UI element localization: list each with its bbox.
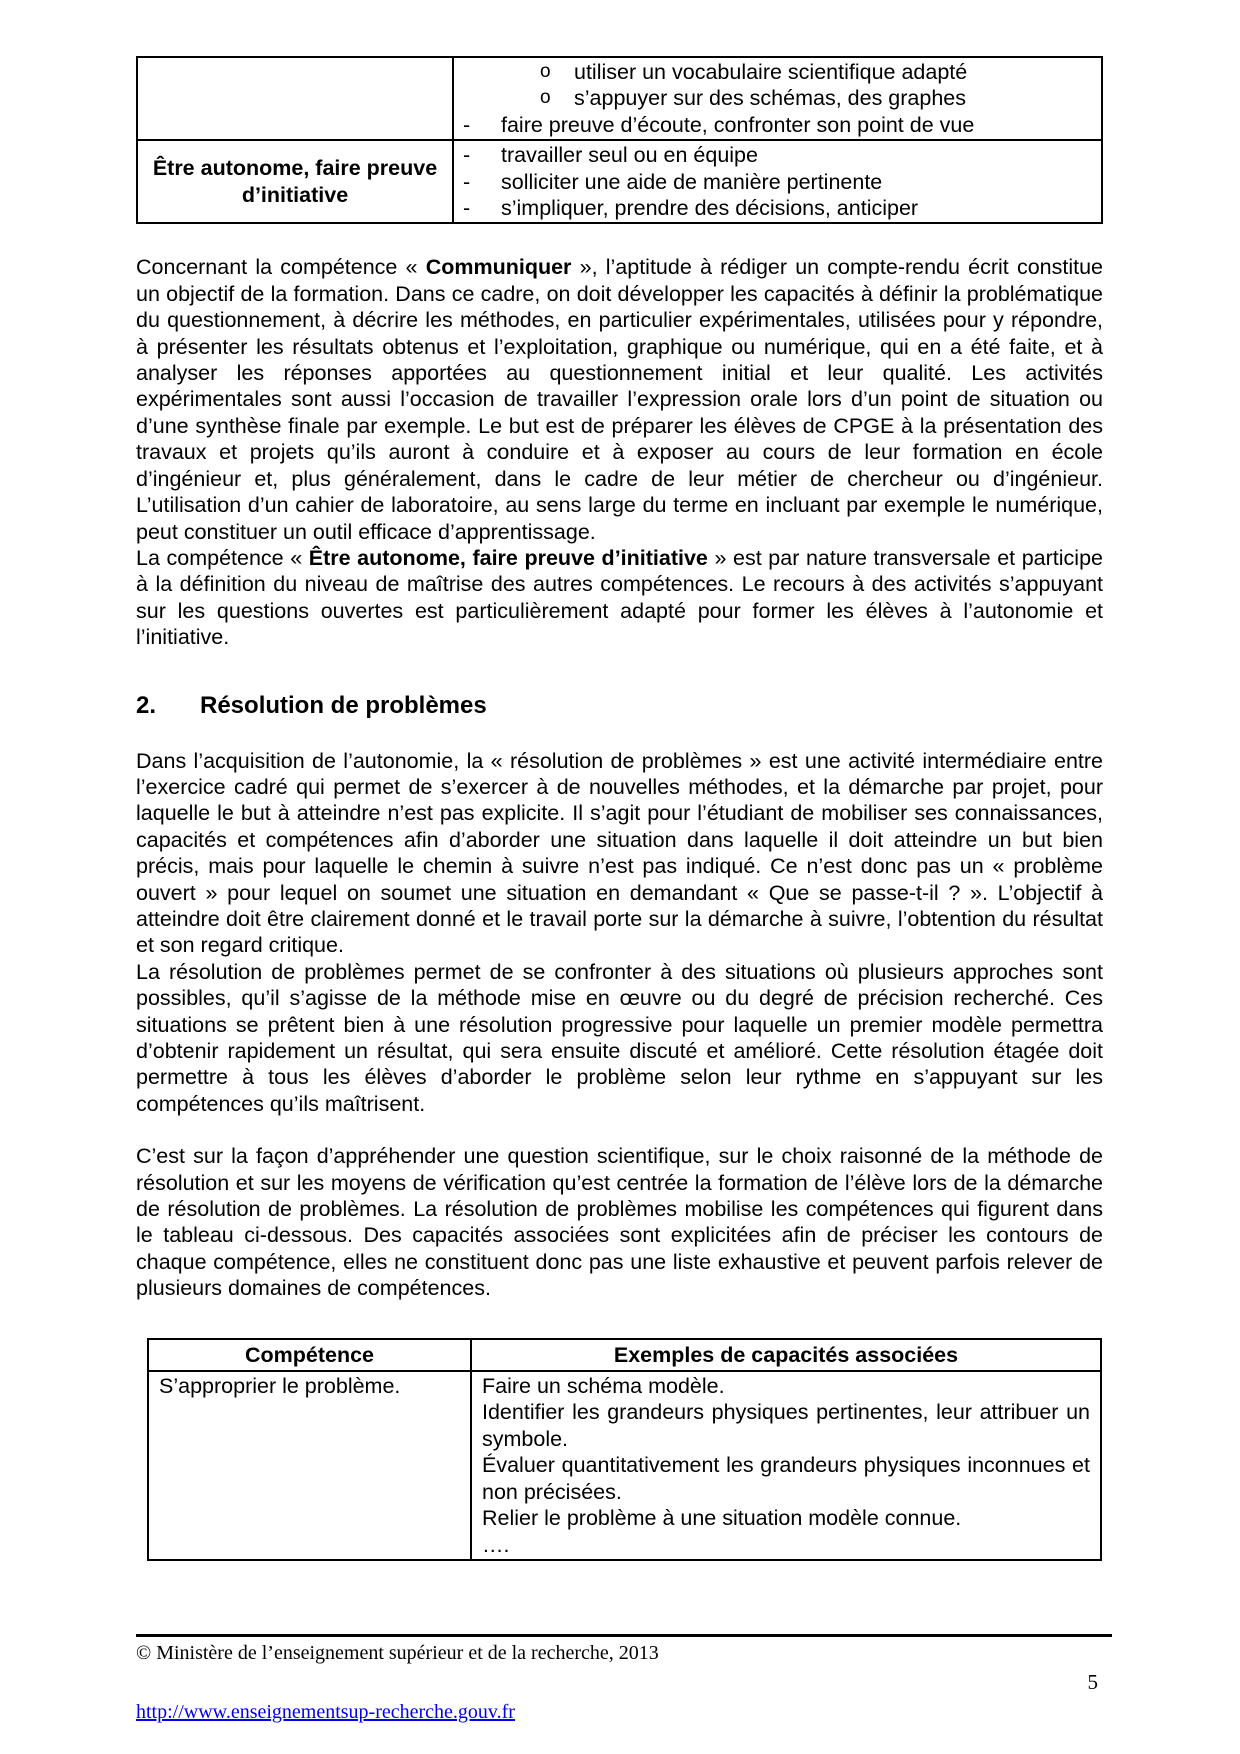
section-heading [136,691,1103,721]
circle-bullet: o [540,61,551,82]
capacities-cell [471,1371,1101,1560]
table-row [137,57,1102,140]
capacities-cell [453,140,1102,223]
paragraph-acquisition-autonomie: Dans l’acquisition de l’autonomie, la « résolution de problèmes » est une activité intermédiaire entre l’exercice cadré qui permet de s’exercer à de nouvelles méthodes, et la démarche par projet, pour laquelle le but à atteindre n’est pas explicite. Il s’agit pour l’étudiant de mobiliser ses connaissances, capacités et compétences afin d’aborder une situation dans laquelle il doit atteindre un but bien précis, mais pour laquelle le chemin à suivre n’est pas indiqué. Ce n’est donc pas un « problème ouvert » pour lequel on soumet une situation en demandant « Que se passe-t-il ? ». L’objectif à atteindre doit être clairement donné et le travail porte sur la démarche à suivre, l’obtention du résultat et son regard critique. [136,748,1103,958]
list-item-text: s’impliquer, prendre des décisions, anticiper [501,196,919,221]
list-item [454,112,1101,138]
list-item-text: utiliser un vocabulaire scientifique adapté [574,60,968,84]
list-item-text: s’appuyer sur des schémas, des graphes [574,86,966,111]
ministry-website-link[interactable]: http://www.enseignementsup-recherche.gouv.fr [136,1701,515,1723]
text-segment: », l’aptitude à rédiger un compte-rendu écrit constitue un objectif de la formation. Dans ce cadre, on doit développer les capacités à définir la problématique du questionnement, à décrire les méthodes, en particulier expérimentales, utilisées pour y répondre, à présenter les résultats obtenus et l’exploitation, graphique ou numérique, qui en a été faite, et à analyser les réponses apportées au questionnement initial et leur qualité. Les activités expérimentales sont aussi l’occasion de travailler l’expression orale lors d’un point de situation ou d’une synthèse finale par exemple. Le but est de préparer les élèves de CPGE à la présentation des travaux et projets qu’ils auront à conduire et à exposer au cours de leur formation en école d’ingénieur et, plus généralement, dans le cadre de leur métier de chercheur ou d’ingénieur. L’utilisation d’un cahier de laboratoire, au sens large du terme en incluant par exemple le numérique, peut constituer un outil efficace d’apprentissage. [136,255,1103,544]
list-item-text: faire preuve d’écoute, confronter son point de vue [501,112,975,137]
dash-bullet: - [463,112,471,137]
section-title: Résolution de problèmes [200,691,487,719]
competence-cell-empty [137,57,453,140]
dash-bullet: - [463,196,471,221]
footer-divider [136,1634,1112,1637]
column-header-competence: Compétence [148,1339,471,1371]
dash-bullet: - [463,169,471,194]
capacity-line: Évaluer quantitativement les grandeurs physiques inconnues et non précisées. [482,1453,1090,1504]
copyright-notice: © Ministère de l’enseignement supérieur et de la recherche, 2013 [136,1642,659,1664]
text-segment: La compétence « [136,545,309,570]
list-item [454,195,1101,221]
page-number: 5 [1087,1670,1098,1694]
competences-table-continued [136,56,1103,224]
list-item [454,142,1101,168]
capacities-cell [453,57,1102,140]
paragraph-resolution-situations: La résolution de problèmes permet de se confronter à des situations où plusieurs approches sont possibles, qu’il s’agisse de la méthode mise en œuvre ou du degré de précision recherché. Ces situations se prêtent bien à une résolution progressive pour laquelle un premier modèle permettra d’obtenir rapidement un résultat, qui sera ensuite discuté et amélioré. Cette résolution étagée doit permettre à tous les élèves d’aborder le problème selon leur rythme en s’appuyant sur les compétences qu’ils maîtrisent. [136,959,1103,1116]
text-segment: » est par nature transversale et participe à la définition du niveau de maîtrise des autres compétences. Le recours à des activités s’appuyant sur les questions ouvertes est particulièrement adapté pour former les élèves à l’autonomie et l’initiative. [136,545,1103,650]
table-row [137,140,1102,223]
paragraph-communiquer [136,254,1103,544]
circle-bullet: o [540,87,551,109]
table-header-row [148,1339,1101,1371]
capacity-line: Relier le problème à une situation modèle connue. [482,1506,962,1531]
text-segment: Concernant la compétence « [136,255,426,280]
table-row [148,1371,1101,1560]
list-item-text: solliciter une aide de manière pertinente [501,169,883,194]
competence-cell: Être autonome, faire preuve d’initiative [137,140,453,223]
list-item [454,169,1101,195]
capacity-line: …. [482,1532,510,1557]
bold-term-communiquer: Communiquer [425,255,572,280]
list-item-text: travailler seul ou en équipe [501,143,758,168]
page-content [136,0,1103,1561]
paragraph-etre-autonome [136,545,1103,651]
list-item [454,85,1101,111]
competence-cell: S’approprier le problème. [148,1371,471,1560]
column-header-capacites: Exemples de capacités associées [471,1339,1101,1371]
capacity-line: Faire un schéma modèle. [482,1374,725,1399]
list-item [454,59,1101,85]
dash-bullet: - [463,143,471,168]
bold-term-etre-autonome: Être autonome, faire preuve d’initiative [308,545,708,570]
page-footer [136,1634,1112,1724]
capacity-line: Identifier les grandeurs physiques pertinentes, leur attribuer un symbole. [482,1400,1090,1451]
resolution-competences-table [147,1338,1102,1561]
section-number: 2. [136,691,157,719]
paragraph-formation-eleve: C’est sur la façon d’appréhender une question scientifique, sur le choix raisonné de la méthode de résolution et sur les moyens de vérification qu’est centrée la formation de l’élève lors de la démarche de résolution de problèmes. La résolution de problèmes mobilise les compétences qui figurent dans le tableau ci-dessous. Des capacités associées sont explicitées afin de préciser les contours de chaque compétence, elles ne constituent donc pas une liste exhaustive et peuvent parfois relever de plusieurs domaines de compétences. [136,1144,1103,1301]
